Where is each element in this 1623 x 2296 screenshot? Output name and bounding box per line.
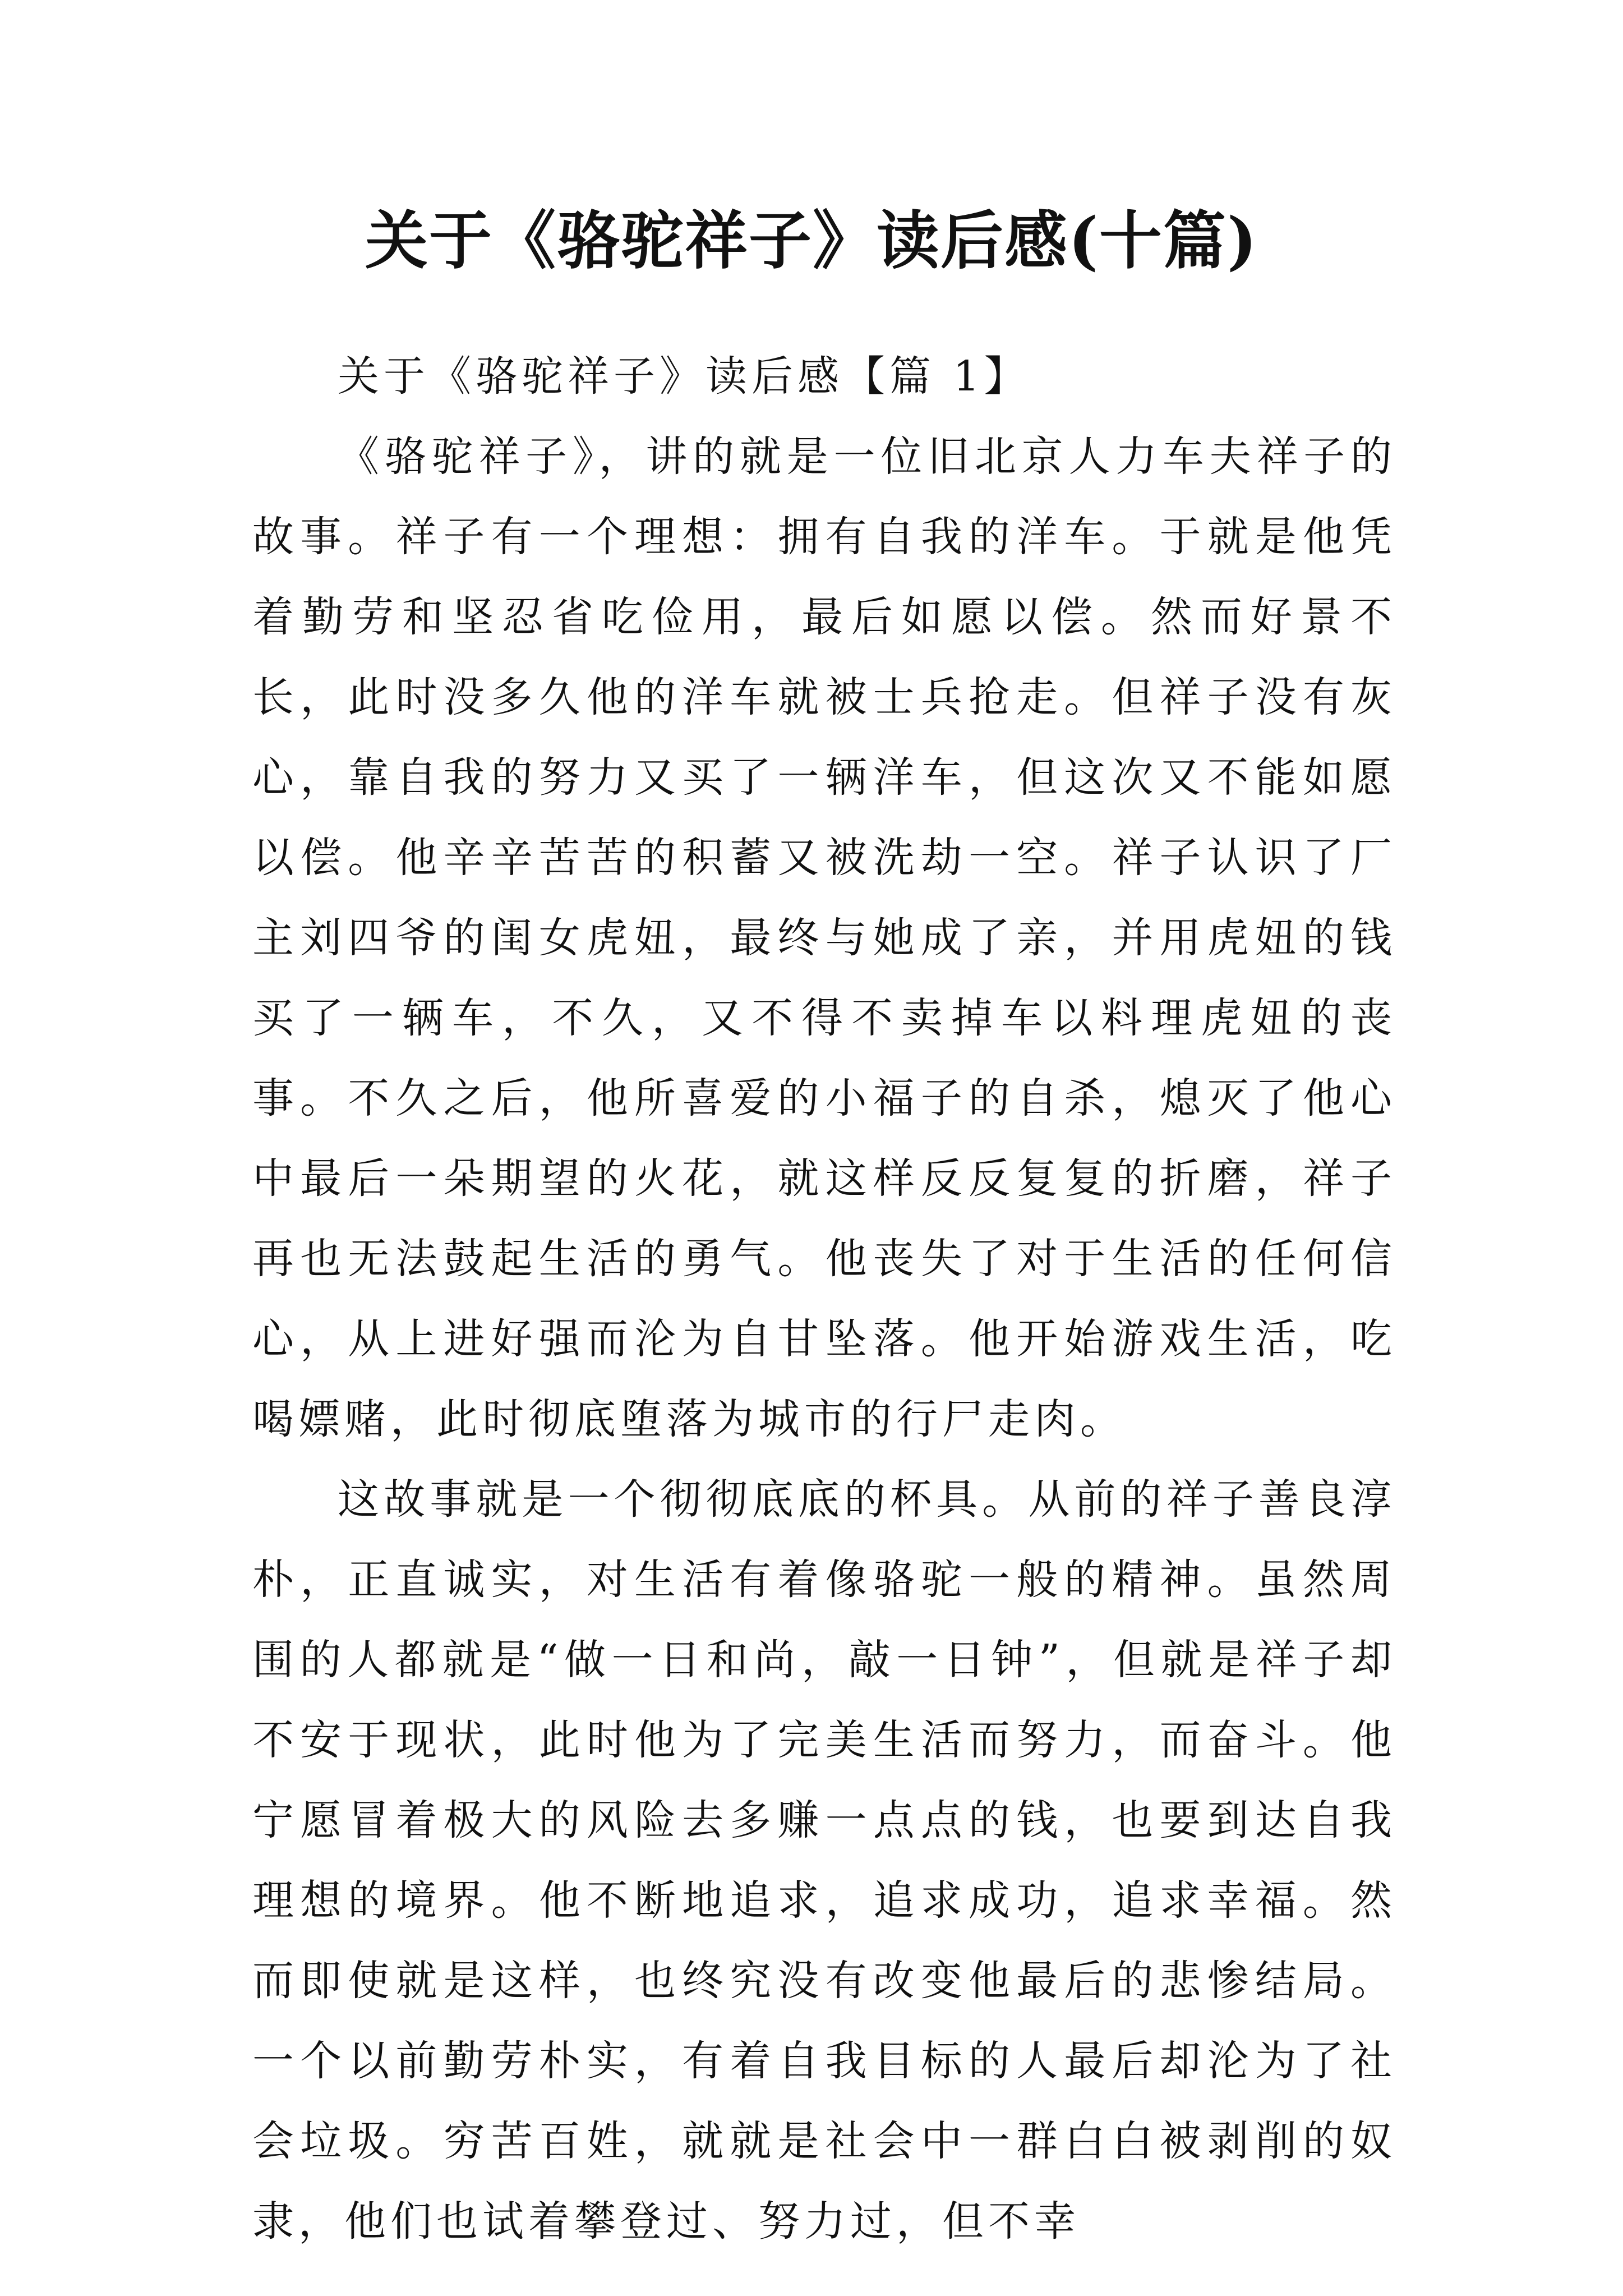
paragraph-1: 《骆驼祥子》，讲的就是一位旧北京人力车夫祥子的故事。祥子有一个理想：拥有自我的洋车。于就是他凭着勤劳和坚忍省吃俭用，最后如愿以偿。然而好景不长，此时没多久他的洋车就被士兵抢走。但祥子没有灰心，靠自我的努力又买了一辆洋车，但这次又不能如愿以偿。他辛辛苦苦的积蓄又被洗劫一空。祥子认识了厂主刘四爷的闺女虎妞，最终与她成了亲，并用虎妞的钱买了一辆车，不久，又不得不卖掉车以料理虎妞的丧事。不久之后，他所喜爱的小福子的自杀，熄灭了他心中最后一朵期望的火花，就这样反反复复的折磨，祥子再也无法鼓起生活的勇气。他丧失了对于生活的任何信心，从上进好强而沦为自甘坠落。他开始游戏生活，吃喝嫖赌，此时彻底堕落为城市的行尸走肉。 (252, 432, 1396, 1443)
section-heading: 关于《骆驼祥子》读后感【篇 1】 (338, 352, 1030, 401)
document-body (252, 337, 1396, 2262)
paragraph-2: 这故事就是一个彻彻底底的杯具。从前的祥子善良淳朴，正直诚实，对生活有着像骆驼一般的精神。虽然周围的人都就是“做一日和尚，敲一日钟”，但就是祥子却不安于现状，此时他为了完美生活而努力，而奋斗。他宁愿冒着极大的风险去多赚一点点的钱，也要到达自我理想的境界。他不断地追求，追求成功，追求幸福。然而即使就是这样，也终究没有改变他最后的悲惨结局。一个以前勤劳朴实，有着自我目标的人最后却沦为了社会垃圾。穷苦百姓，就就是社会中一群白白被剥削的奴隶，他们也试着攀登过、努力过，但不幸 (252, 1475, 1396, 2246)
document-title: 关于《骆驼祥子》读后感(十篇) (365, 204, 1258, 278)
